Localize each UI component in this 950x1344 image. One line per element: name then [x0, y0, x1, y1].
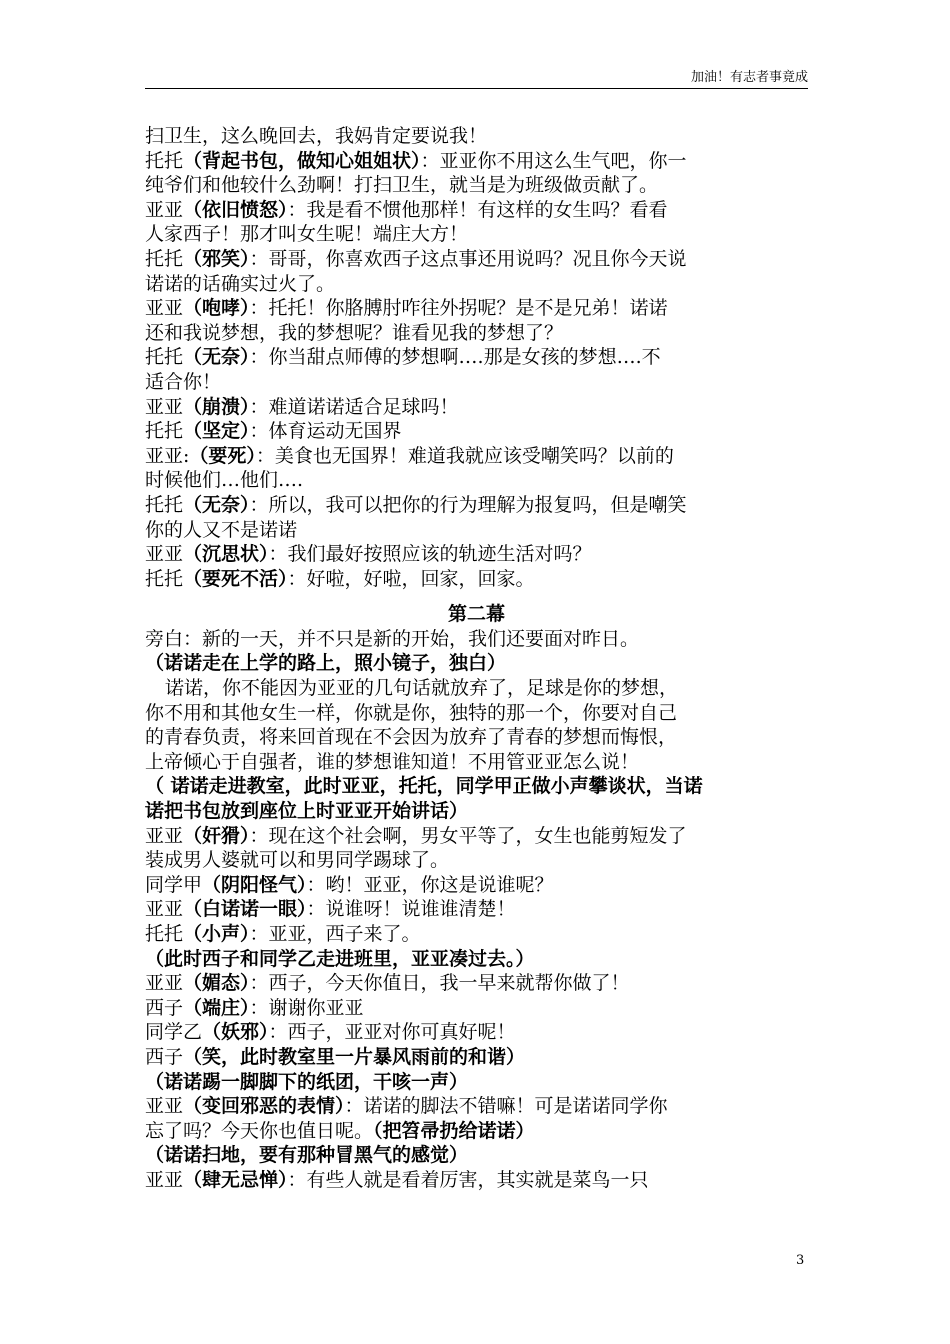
line-text: 纯爷们和他较什么劲啊！打扫卫生，就当是为班级做贡献了。 [145, 174, 659, 197]
text-line [145, 824, 808, 849]
text-line [145, 370, 808, 395]
stage-direction: （肆无忌惮） [183, 1168, 288, 1191]
text-line [145, 799, 808, 824]
text-line [145, 848, 808, 873]
line-text: 亚亚 [145, 824, 184, 847]
stage-direction: （诺诺扫地，要有那种冒黑气的感觉） [145, 1144, 469, 1167]
stage-direction: （阴阳怪气） [202, 873, 307, 896]
line-text: ：体育运动无国界 [249, 420, 402, 443]
text-line [145, 1045, 808, 1070]
line-text: ：西子，今天你值日，我一早来就帮你做了！ [249, 972, 630, 995]
line-text: 亚亚 [145, 1095, 184, 1118]
text-line [145, 897, 808, 922]
line-text: 扫卫生，这么晚回去，我妈肯定要说我！ [145, 125, 488, 147]
text-line [145, 419, 808, 444]
page-number: 3 [796, 1253, 805, 1268]
line-text: 还和我说梦想，我的梦想呢？谁看见我的梦想了？ [145, 321, 564, 344]
line-text: ：我们最好按照应该的轨迹生活对吗？ [268, 543, 592, 566]
line-text: ：好啦，好啦，回家，回家。 [287, 567, 535, 590]
text-line [145, 296, 808, 321]
text-line [145, 173, 808, 198]
stage-direction: （变回邪恶的表情） [183, 1095, 345, 1118]
stage-direction: （要死不活） [183, 567, 288, 590]
line-text: 亚亚: [145, 444, 190, 467]
line-text: ：你当甜点师傅的梦想啊….那是女孩的梦想….不 [249, 346, 661, 369]
line-text: 托托 [145, 923, 184, 945]
line-text: ：说谁呀！说谁谁清楚！ [306, 898, 516, 921]
text-line [145, 1143, 808, 1168]
line-text: 装成男人婆就可以和男同学踢球了。 [145, 849, 450, 872]
line-text: 旁白：新的一天，并不只是新的开始，我们还要面对昨日。 [145, 627, 640, 650]
stage-direction: （无奈） [183, 346, 250, 369]
text-line [145, 750, 808, 775]
text-line [145, 996, 808, 1021]
line-text: ：谢谢你亚亚 [249, 996, 364, 1019]
line-text: 亚亚 [145, 543, 184, 566]
line-text: ：西子，亚亚对你可真好呢！ [268, 1021, 516, 1044]
text-line [145, 149, 808, 174]
line-text: ：美食也无国界！难道我就应该受嘲笑吗？以前的 [255, 444, 674, 467]
line-text: 亚亚 [145, 898, 184, 921]
text-line [145, 444, 808, 469]
line-text: 亚亚 [145, 972, 184, 995]
line-text: 诺诺的话确实过火了。 [145, 272, 336, 295]
stage-direction: （妖邪） [202, 1021, 269, 1044]
stage-direction: （端庄） [183, 996, 250, 1019]
header-text: 加油！有志者事竟成 [690, 70, 808, 85]
text-line [145, 542, 808, 567]
stage-direction: （把笤帚扔给诺诺） [373, 1119, 535, 1142]
stage-direction: （此时西子和同学乙走进班里，亚亚凑过去。） [145, 947, 535, 970]
line-text: 托托 [145, 493, 184, 516]
stage-direction: （媚态） [183, 972, 250, 995]
text-line [145, 321, 808, 346]
line-text: 托托 [145, 247, 184, 270]
stage-direction: （要死） [189, 444, 256, 467]
text-line [145, 345, 808, 370]
text-line [145, 1020, 808, 1045]
text-line [145, 272, 808, 297]
stage-direction: （奸猾） [183, 824, 250, 847]
text-line [145, 873, 808, 898]
stage-direction: （沉思状） [183, 543, 269, 566]
line-text: 时候他们…他们…. [145, 469, 304, 492]
line-text: 托托 [145, 149, 184, 172]
text-line [145, 493, 808, 518]
stage-direction: （咆哮） [183, 297, 250, 320]
line-text: ：哟！亚亚，你这是说谁呢？ [306, 873, 554, 896]
line-text: 忘了吗？今天你也值日呢。 [145, 1119, 374, 1142]
stage-direction: （笑，此时教室里一片暴风雨前的和谐） [183, 1045, 526, 1068]
text-line [145, 725, 808, 750]
text-line [145, 627, 808, 652]
line-text: 同学乙 [145, 1021, 203, 1044]
line-text: ：我是看不惯他那样！有这样的女生吗？看看 [287, 198, 668, 221]
text-line [145, 1168, 808, 1193]
text-line [145, 124, 808, 149]
text-line [145, 947, 808, 972]
text-line [145, 247, 808, 272]
stage-direction: （ 诺诺走进教室，此时亚亚，托托，同学甲正做小声攀谈状，当诺 [145, 775, 703, 798]
text-line [145, 774, 808, 799]
line-text: 托托 [145, 567, 184, 590]
text-line [145, 1119, 808, 1144]
section-gap [145, 591, 808, 602]
line-text: ：现在这个社会啊，男女平等了，女生也能剪短发了 [249, 824, 687, 847]
line-text: 人家西子！那才叫女生呢！端庄大方！ [145, 223, 469, 246]
line-text: 的青春负责，将来回首现在不会因为放弃了青春的梦想而悔恨， [145, 726, 678, 749]
text-line [145, 701, 808, 726]
stage-direction: 诺把书包放到座位上时亚亚开始讲话） [145, 800, 469, 823]
line-text: 亚亚 [145, 395, 184, 418]
page-header [145, 64, 808, 89]
line-text: 适合你！ [145, 370, 222, 393]
line-text: ：难道诺诺适合足球吗！ [249, 395, 459, 418]
stage-direction: （小声） [183, 923, 250, 945]
line-text: ：有些人就是看着厉害，其实就是菜鸟一只 [287, 1168, 649, 1191]
line-text: ：亚亚，西子来了。 [249, 923, 421, 945]
text-line [145, 518, 808, 543]
text-line [145, 395, 808, 420]
text-line [145, 651, 808, 676]
stage-direction: （背起书包，做知心姐姐状） [183, 149, 421, 172]
line-text: 西子 [145, 996, 184, 1019]
text-line [145, 468, 808, 493]
line-text: 亚亚 [145, 198, 184, 221]
line-text: 你的人又不是诺诺 [145, 518, 298, 541]
line-text: 上帝倾心于自强者，谁的梦想谁知道！不用管亚亚怎么说！ [145, 750, 640, 773]
text-line [145, 198, 808, 223]
stage-direction: （崩溃） [183, 395, 250, 418]
stage-direction: （诺诺踢一脚脚下的纸团，干咳一声） [145, 1070, 469, 1093]
act-title-text: 第二幕 [447, 603, 505, 626]
act-title [145, 602, 808, 627]
text-line [145, 567, 808, 592]
line-text: 诺诺，你不能因为亚亚的几句话就放弃了，足球是你的梦想， [165, 677, 679, 700]
stage-direction: （依旧愤怒） [183, 198, 288, 221]
stage-direction: （白诺诺一眼） [183, 898, 307, 921]
line-text: ：托托！你胳膊肘咋往外拐呢？是不是兄弟！诺诺 [249, 297, 668, 320]
line-text: 你不用和其他女生一样，你就是你，独特的那一个，你要对自己 [145, 701, 678, 724]
line-text: ：所以，我可以把你的行为理解为报复吗，但是嘲笑 [249, 493, 687, 516]
line-text: ：诺诺的脚法不错嘛！可是诺诺同学你 [344, 1095, 668, 1118]
text-line [145, 1070, 808, 1095]
line-text: ：哥哥，你喜欢西子这点事还用说吗？况且你今天说 [249, 247, 687, 270]
text-line [145, 222, 808, 247]
line-text: 托托 [145, 420, 184, 443]
stage-direction: （邪笑） [183, 247, 250, 270]
text-line [145, 922, 808, 947]
line-text: 亚亚 [145, 297, 184, 320]
text-line [145, 676, 808, 701]
stage-direction: （诺诺走在上学的路上，照小镜子，独白） [145, 652, 507, 675]
line-text: 亚亚 [145, 1168, 184, 1191]
line-text: ：亚亚你不用这么生气吧，你一 [420, 149, 687, 172]
line-text: 同学甲 [145, 873, 203, 896]
document-body [145, 124, 808, 1193]
stage-direction: （坚定） [183, 420, 250, 443]
text-line [145, 1094, 808, 1119]
line-text: 西子 [145, 1045, 184, 1068]
text-line [145, 971, 808, 996]
line-text: 托托 [145, 346, 184, 369]
stage-direction: （无奈） [183, 493, 250, 516]
